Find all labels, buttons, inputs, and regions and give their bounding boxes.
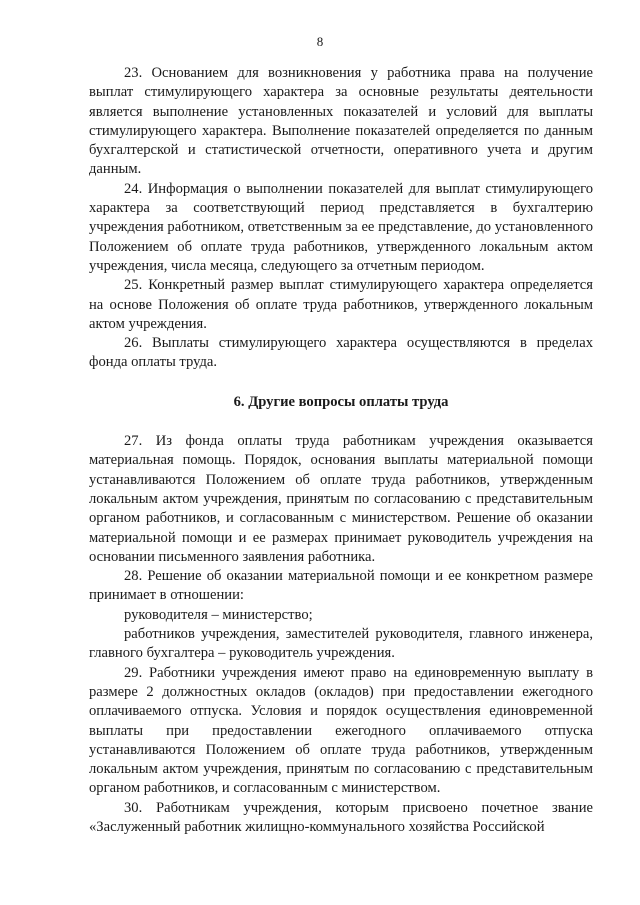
page-number: 8: [316, 34, 324, 49]
paragraph-23: 23. Основанием для возникновения у работника права на получение выплат стимулирующего характера за основные результаты деятельности является выполнение установленных показателей и условий для выплаты стимулирующего характера. Выполнение показателей определяется по данным бухгалтерской и статистической отчетности, оперативного учета и другим данным.: [89, 65, 593, 178]
paragraph-24: 24. Информация о выполнении показателей для выплат стимулирующего характера за соответствующий период представляется в бухгалтерию учреждения работником, ответственным за ее представление, до установленного Положением об оплате труда работников, утвержденного локальным актом учреждения, числа месяца, следующего за отчетным периодом.: [89, 180, 593, 274]
section-heading: 6. Другие вопросы оплаты труда: [233, 393, 449, 410]
paragraph-30: 30. Работникам учреждения, которым присвоено почетное звание «Заслуженный работник жилищно-коммунального хозяйства Российской: [89, 799, 593, 835]
paragraph-27: 27. Из фонда оплаты труда работникам учреждения оказывается материальная помощь. Порядок, основания выплаты материальной помощи устанавливаются Положением об оплате труда работников, утвержденным локальным актом учреждения, принятым по согласованию с представительным органом работников, и согласованным с министерством. Решение об оказании материальной помощи и ее размерах принимает руководитель учреждения на основании письменного заявления работника.: [89, 433, 593, 565]
paragraph-25: 25. Конкретный размер выплат стимулирующего характера определяется на основе Положения об оплате труда работников, утвержденного локальным актом учреждения.: [89, 277, 593, 332]
paragraph-28: 28. Решение об оказании материальной помощи и ее конкретном размере принимает в отношении:: [89, 568, 593, 604]
document-body: [89, 64, 593, 837]
paragraph-28-item-2: работников учреждения, заместителей руководителя, главного инженера, главного бухгалтера – руководитель учреждения.: [89, 626, 593, 662]
paragraph-29: 29. Работники учреждения имеют право на единовременную выплату в размере 2 должностных окладов (окладов) при предоставлении ежегодного оплачиваемого отпуска. Условия и порядок осуществления единовременной выплаты при предоставлении ежегодного оплачиваемого отпуска устанавливаются Положением об оплате труда работников, утвержденным локальным актом учреждения, принятым по согласованию с представительным органом работников, и согласованным с министерством.: [89, 664, 593, 797]
paragraph-28-item-1: руководителя – министерство;: [124, 606, 313, 623]
paragraph-26: 26. Выплаты стимулирующего характера осуществляются в пределах фонда оплаты труда.: [89, 335, 593, 371]
